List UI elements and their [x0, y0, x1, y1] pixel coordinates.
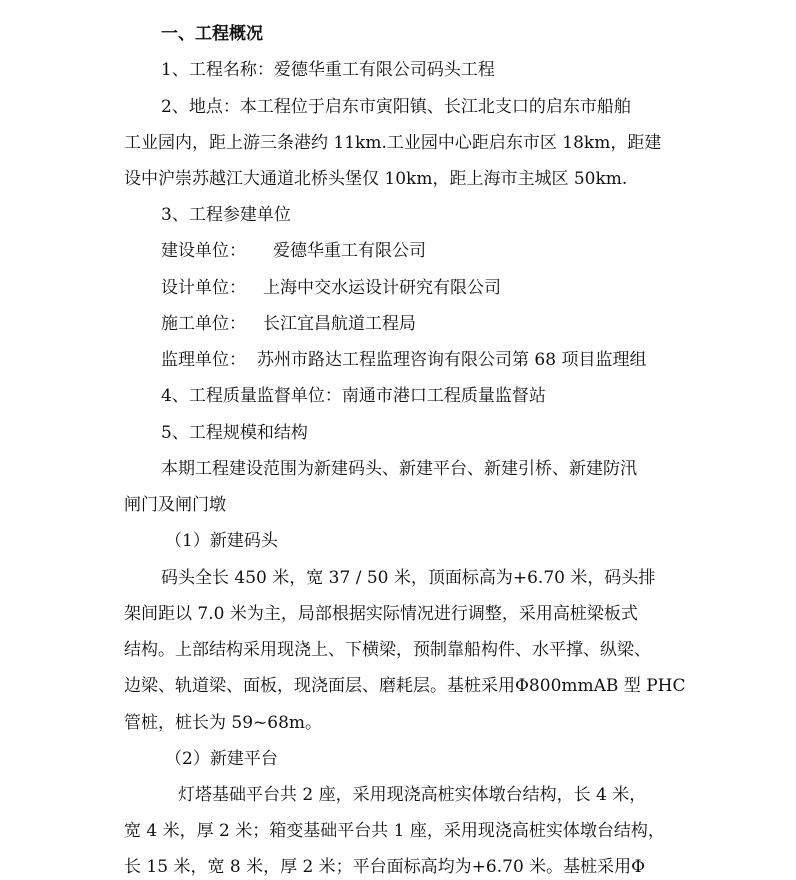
dock-line-4: 边梁、轨道梁、面板，现浇面层、磨耗层。基桩采用Φ800mmAB 型 PHC [124, 676, 686, 696]
dock-line-1: 码头全长 450 米，宽 37 / 50 米，顶面标高为+6.70 米，码头排 [161, 568, 656, 588]
subsection-new-dock: （1）新建码头 [165, 531, 278, 551]
scope-line-1: 本期工程建设范围为新建码头、新建平台、新建引桥、新建防汛 [161, 459, 637, 479]
supervision-unit-row [161, 348, 646, 372]
supervision-unit-label: 监理单位： [161, 350, 246, 370]
item-location-line-2: 工业园内，距上游三条港约 11km.工业园中心距启东市区 18km，距建 [124, 133, 662, 153]
item-project-name: 1、工程名称：爱德华重工有限公司码头工程 [161, 60, 495, 80]
construction-unit-row [161, 239, 426, 263]
platform-line-2: 宽 4 米，厚 2 米；箱变基础平台共 1 座，采用现浇高桩实体墩台结构， [124, 821, 665, 841]
construction-unit-label: 建设单位： [161, 241, 246, 261]
design-unit-label: 设计单位： [161, 278, 246, 298]
builder-unit-value: 长江宜昌航道工程局 [263, 314, 416, 334]
scope-line-2: 闸门及闸门墩 [124, 495, 226, 515]
section-title: 一、工程概况 [161, 24, 263, 44]
subsection-new-platform: （2）新建平台 [165, 749, 278, 769]
builder-unit-row [161, 312, 416, 336]
platform-line-1: 灯塔基础平台共 2 座，采用现浇高桩实体墩台结构，长 4 米， [178, 785, 647, 805]
item-scale-structure: 5、工程规模和结构 [161, 423, 308, 443]
item-location-line-1: 2、地点：本工程位于启东市寅阳镇、长江北支口的启东市船舶 [161, 97, 631, 117]
dock-line-2: 架间距以 7.0 米为主，局部根据实际情况进行调整，采用高桩梁板式 [124, 604, 638, 624]
builder-unit-label: 施工单位： [161, 314, 246, 334]
platform-line-3: 长 15 米，宽 8 米，厚 2 米；平台面标高均为+6.70 米。基桩采用Φ [124, 857, 646, 877]
design-unit-value: 上海中交水运设计研究有限公司 [263, 278, 501, 298]
item-location-line-3: 设中沪崇苏越江大通道北桥头堡仅 10km，距上海市主城区 50km. [124, 169, 628, 189]
supervision-unit-value: 苏州市路达工程监理咨询有限公司第 68 项目监理组 [257, 350, 647, 370]
dock-line-3: 结构。上部结构采用现浇上、下横梁，预制靠船构件、水平撑、纵梁、 [124, 640, 651, 660]
item-participants: 3、工程参建单位 [161, 205, 291, 225]
dock-line-5: 管桩，桩长为 59~68m。 [124, 713, 323, 733]
item-quality-supervision: 4、工程质量监督单位：南通市港口工程质量监督站 [161, 386, 546, 406]
construction-unit-value: 爱德华重工有限公司 [273, 241, 426, 261]
design-unit-row [161, 276, 501, 300]
